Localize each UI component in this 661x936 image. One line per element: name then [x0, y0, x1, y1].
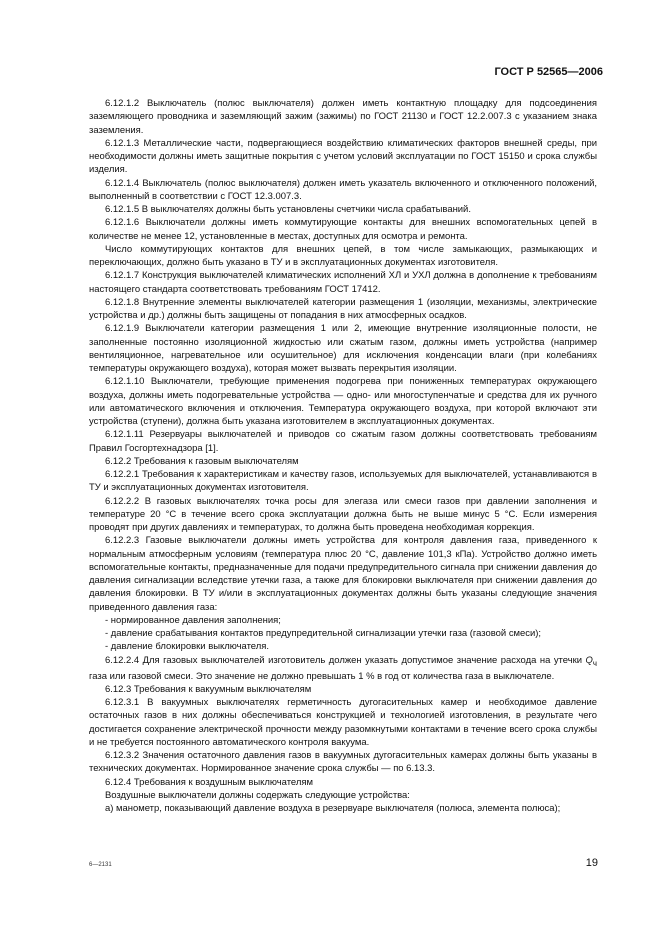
paragraph: 6.12.2.3 Газовые выключатели должны иметь устройства для контроля давления газа, приведенного к нормальным атмосферным условиям (температура плюс 20 °С, давление 101,3 кПа). Устройство должно иметь вспомогательные контакты, предназначенные для подачи предупредительного сигнала при снижении давления до давления сигнализации вследствие утечки газа, а также для блокировки выключателя при снижении давления до давления блокировки. В ТУ и/или в эксплуатационных документах должны быть указаны следующие значения приведенного давления газа: [89, 535, 597, 613]
document-header: ГОСТ Р 52565—2006 [494, 66, 603, 78]
paragraph: 6.12.1.9 Выключатели категории размещения 1 или 2, имеющие внутренние изоляционные полости, не заполненные постоянно изоляционной жидкостью или сжатым газом, должны иметь устройства (например вентиляционное, нагревательное или осушительное) для исключения конденсации влаги (при колебаниях температуры окружающего воздуха), которая может вызвать перекрытия изоляции. [89, 323, 597, 374]
leak-text-before: 6.12.2.4 Для газовых выключателей изготовитель должен указать допустимое значение расхода на утечки [105, 654, 586, 666]
paragraph: 6.12.2.1 Требования к характеристикам и качеству газов, используемых для выключателей, устанавливаются в ТУ и эксплуатационных документах изготовителя. [89, 469, 597, 494]
paragraph: Число коммутирующих контактов для внешних цепей, в том числе замыкающих, размыкающих и переключающих, должно быть указано в ТУ и в эксплуатационных документах изготовителя. [89, 243, 597, 268]
section-heading: 6.12.4 Требования к воздушным выключателям [105, 776, 313, 788]
print-code: 6—2131 [89, 862, 112, 868]
paragraph: 6.12.3.2 Значения остаточного давления газов в вакуумных дугогасительных камерах должны быть указаны в технических документах. Нормированное значение срока службы — по 6.13.3. [89, 750, 597, 775]
paragraph: 6.12.1.10 Выключатели, требующие применения подогрева при пониженных температурах окружающего воздуха, должны иметь подогревательные устройства — одно- или многоступенчатые и средства для их ручного или автоматического включения и отключения. Температура окружающего воздуха, при которой включают эти устройства (ступени), должна быть указана изготовителем в эксплуатационных документах. [89, 376, 597, 427]
paragraph: 6.12.1.6 Выключатели должны иметь коммутирующие контакты для внешних вспомогательных цепей в количестве не менее 12, установленные в местах, доступных для осмотра и ремонта. [89, 217, 597, 242]
paragraph: 6.12.2.2 В газовых выключателях точка росы для элегаза или смеси газов при давлении заполнения и температуре 20 °С в течение всего срока эксплуатации должна быть не выше минус 5 °С. Если измерения проводят при других давлениях и температурах, то должна быть проведена необходимая коррекция. [89, 495, 597, 533]
paragraph: 6.12.1.11 Резервуары выключателей и приводов со сжатым газом должны соответствовать требованиям Правил Госгортехнадзора [1]. [89, 429, 597, 454]
paragraph: 6.12.3.1 В вакуумных выключателях герметичность дугогасительных камер и необходимое давление остаточных газов в них должны обеспечиваться конструкцией и технологией изготовления, в результате чего достигается сохранение электрической прочности между разомкнутыми контактами в течение всего срока службы и не требуется постоянного автоматического контроля вакуума. [89, 697, 597, 748]
list-item: - давление блокировки выключателя. [105, 641, 269, 653]
paragraph: 6.12.1.2 Выключатель (полюс выключателя) должен иметь контактную площадку для подсоединения заземляющего проводника и заземляющий зажим (зажимы) по ГОСТ 21130 и ГОСТ 12.2.007.3 с указанием знака заземления. [89, 98, 597, 136]
page-number: 19 [585, 857, 598, 869]
document-body [89, 97, 597, 815]
paragraph: 6.12.1.3 Металлические части, подвергающиеся воздействию климатических факторов внешней среды, при необходимости должны иметь защитные покрытия с учетом условий эксплуатации по ГОСТ 15150 и срока службы изделия. [89, 137, 597, 176]
paragraph-leak-rate [89, 654, 597, 683]
paragraph: Воздушные выключатели должны содержать следующие устройства: [105, 789, 410, 801]
paragraph: а) манометр, показывающий давление воздуха в резервуаре выключателя (полюса, элемента полюса); [105, 803, 561, 815]
paragraph: 6.12.1.7 Конструкция выключателей климатических исполнений ХЛ и УХЛ должна в дополнение к требованиям настоящего стандарта соответствовать требованиям ГОСТ 17412. [89, 270, 597, 295]
section-heading: 6.12.3 Требования к вакуумным выключателям [105, 683, 312, 695]
list-item: - нормированное давления заполнения; [105, 614, 281, 626]
leak-text-after: газа или газовой смеси. Это значение не должно превышать 1 % в год от количества газа в выключателе. [89, 670, 555, 682]
leak-subscript: ч [592, 658, 597, 668]
paragraph: 6.12.1.8 Внутренние элементы выключателей категории размещения 1 (изоляции, механизмы, электрические устройства и др.) должны быть защищены от попадания в них атмосферных осадков. [89, 296, 597, 321]
section-heading: 6.12.2 Требования к газовым выключателям [105, 455, 299, 467]
paragraph: 6.12.1.4 Выключатель (полюс выключателя) должен иметь указатель включенного и отключенного положений, выполненный в соответствии с ГОСТ 12.3.007.3. [89, 177, 597, 202]
paragraph: 6.12.1.5 В выключателях должны быть установлены счетчики числа срабатываний. [105, 204, 471, 215]
list-item: - давление срабатывания контактов предупредительной сигнализации утечки газа (газовой смеси); [105, 628, 542, 639]
leak-symbol: Q [585, 654, 593, 666]
